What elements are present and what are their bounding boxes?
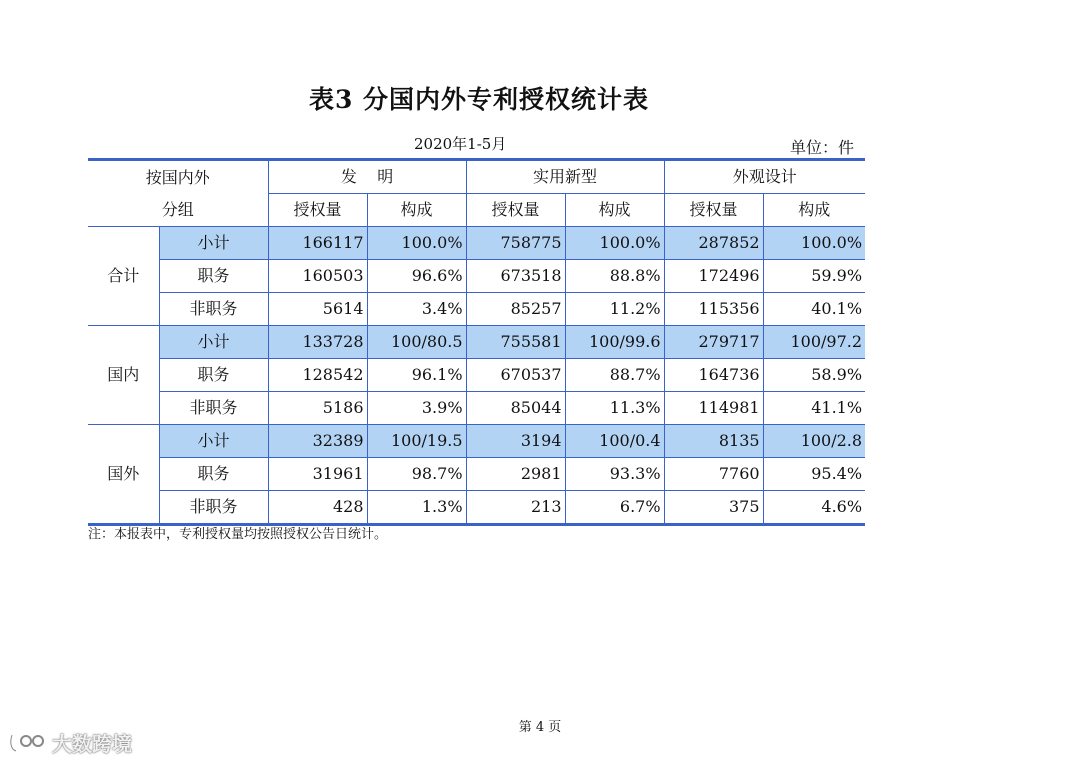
table-row — [88, 491, 865, 525]
row-label: 职务 — [159, 458, 268, 491]
share-cell: 40.1% — [763, 293, 865, 326]
group-name: 合计 — [88, 227, 159, 326]
share-cell: 96.6% — [367, 260, 466, 293]
table-body — [88, 160, 865, 525]
row-label: 小计 — [159, 326, 268, 359]
group-name: 国外 — [88, 425, 159, 525]
share-cell: 88.8% — [565, 260, 664, 293]
row-label: 非职务 — [159, 293, 268, 326]
grant-count-cell: 8135 — [664, 425, 763, 458]
grant-count-cell: 213 — [466, 491, 565, 525]
subheader-grants: 授权量 — [466, 194, 565, 227]
unit-label: 单位：件 — [790, 138, 855, 157]
grant-count-cell: 7760 — [664, 458, 763, 491]
table-row — [88, 458, 865, 491]
table-row — [88, 227, 865, 260]
grant-count-cell: 31961 — [268, 458, 367, 491]
table-title: 表3 分国内外专利授权统计表 — [308, 85, 650, 114]
share-cell: 100/99.6 — [565, 326, 664, 359]
table-row — [88, 326, 865, 359]
share-cell: 11.3% — [565, 392, 664, 425]
grant-count-cell: 85257 — [466, 293, 565, 326]
patent-grant-table — [88, 158, 865, 526]
share-cell: 100/80.5 — [367, 326, 466, 359]
header-utility-model: 实用新型 — [466, 160, 664, 194]
grant-count-cell: 172496 — [664, 260, 763, 293]
share-cell: 93.3% — [565, 458, 664, 491]
share-cell: 3.9% — [367, 392, 466, 425]
grant-count-cell: 32389 — [268, 425, 367, 458]
footnote: 注：本报表中，专利授权量均按照授权公告日统计。 — [88, 527, 388, 542]
grant-count-cell: 279717 — [664, 326, 763, 359]
grant-count-cell: 758775 — [466, 227, 565, 260]
grant-count-cell: 287852 — [664, 227, 763, 260]
share-cell: 100/19.5 — [367, 425, 466, 458]
grant-count-cell: 2981 — [466, 458, 565, 491]
share-cell: 100.0% — [367, 227, 466, 260]
share-cell: 4.6% — [763, 491, 865, 525]
subheader-share: 构成 — [763, 194, 865, 227]
grant-count-cell: 5186 — [268, 392, 367, 425]
grant-count-cell: 673518 — [466, 260, 565, 293]
row-label: 职务 — [159, 359, 268, 392]
report-period: 2020年1-5月 — [414, 135, 507, 153]
subheader-grants: 授权量 — [664, 194, 763, 227]
share-cell: 100/97.2 — [763, 326, 865, 359]
grant-count-cell: 755581 — [466, 326, 565, 359]
row-label: 非职务 — [159, 392, 268, 425]
group-by-header — [88, 160, 268, 227]
row-label: 职务 — [159, 260, 268, 293]
share-cell: 1.3% — [367, 491, 466, 525]
share-cell: 41.1% — [763, 392, 865, 425]
share-cell: 100/2.8 — [763, 425, 865, 458]
share-cell: 100.0% — [565, 227, 664, 260]
share-cell: 3.4% — [367, 293, 466, 326]
grant-count-cell: 164736 — [664, 359, 763, 392]
group-name: 国内 — [88, 326, 159, 425]
header-invention: 发 明 — [268, 160, 466, 194]
grant-count-cell: 114981 — [664, 392, 763, 425]
row-label: 非职务 — [159, 491, 268, 525]
grant-count-cell: 375 — [664, 491, 763, 525]
share-cell: 100/0.4 — [565, 425, 664, 458]
row-label: 小计 — [159, 227, 268, 260]
share-cell: 95.4% — [763, 458, 865, 491]
grant-count-cell: 3194 — [466, 425, 565, 458]
table-row — [88, 260, 865, 293]
grant-count-cell: 128542 — [268, 359, 367, 392]
grant-count-cell: 85044 — [466, 392, 565, 425]
grant-count-cell: 166117 — [268, 227, 367, 260]
table-row — [88, 425, 865, 458]
grant-count-cell: 670537 — [466, 359, 565, 392]
page-number: 第 4 页 — [518, 720, 562, 735]
share-cell: 98.7% — [367, 458, 466, 491]
group-by-line-1: 按国内外 — [145, 167, 210, 187]
grant-count-cell: 133728 — [268, 326, 367, 359]
watermark-text: 大数跨境 — [52, 732, 132, 756]
share-cell: 88.7% — [565, 359, 664, 392]
header-row-categories — [88, 160, 865, 194]
grant-count-cell: 5614 — [268, 293, 367, 326]
subheader-share: 构成 — [367, 194, 466, 227]
subheader-share: 构成 — [565, 194, 664, 227]
grant-count-cell: 115356 — [664, 293, 763, 326]
grant-count-cell: 160503 — [268, 260, 367, 293]
watermark — [8, 728, 132, 757]
share-cell: 59.9% — [763, 260, 865, 293]
group-by-line-2: 分组 — [161, 199, 194, 219]
share-cell: 58.9% — [763, 359, 865, 392]
subheader-grants: 授权量 — [268, 194, 367, 227]
share-cell: 11.2% — [565, 293, 664, 326]
row-label: 小计 — [159, 425, 268, 458]
share-cell: 6.7% — [565, 491, 664, 525]
grant-count-cell: 428 — [268, 491, 367, 525]
watermark-logo-icon — [8, 731, 48, 755]
share-cell: 96.1% — [367, 359, 466, 392]
header-design: 外观设计 — [664, 160, 865, 194]
table-row — [88, 359, 865, 392]
table-row — [88, 293, 865, 326]
share-cell: 100.0% — [763, 227, 865, 260]
table-row — [88, 392, 865, 425]
